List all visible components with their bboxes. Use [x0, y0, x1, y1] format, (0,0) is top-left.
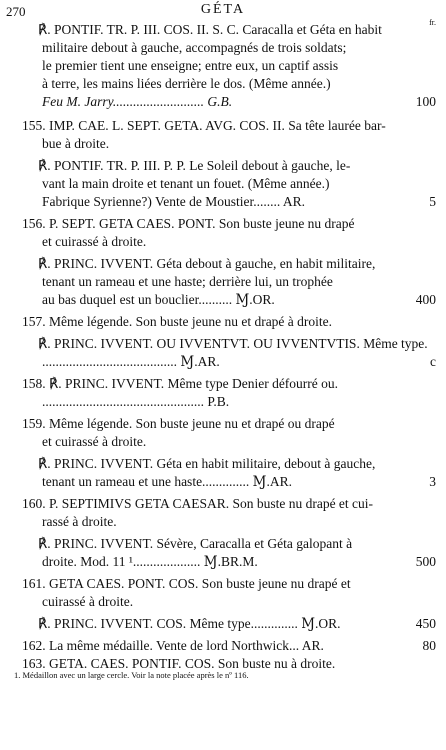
line-text: 160. P. SEPTIMIVS GETA CAESAR. Son buste nu drapé et cui-: [22, 496, 374, 511]
line-text: et cuirassé à droite.: [42, 434, 147, 449]
line-text: et cuirassé à droite.: [42, 234, 147, 249]
line-text: ℟. PRINC. IVVENT. OU IVVENTVT. OU IVVENTVTIS. Même type.: [38, 336, 428, 351]
line-text: 163. GETA. CAES. PONTIF. COS. Son buste nu à droite.: [22, 656, 336, 671]
currency-unit: fr.: [429, 18, 436, 27]
line-price: 3: [429, 474, 436, 489]
line-text: ℟. PRINC. IVVENT. Géta en habit militaire, debout à gauche,: [38, 456, 376, 471]
line-text: le premier tient une enseigne; entre eux, un captif assis: [42, 58, 339, 73]
line-text: Feu M. Jarry........................... G.B.: [42, 94, 233, 109]
running-title: GÉTA: [200, 2, 246, 17]
line-text: tenant un rameau et une haste.............. Ɱ.AR.: [42, 474, 293, 489]
line-text: 159. Même légende. Son buste jeune nu et drapé ou drapé: [22, 416, 335, 431]
line-text: à terre, les mains liées derrière le dos. (Même année.): [42, 76, 331, 91]
line-price: 400: [415, 292, 436, 307]
line-text: ℟. PRINC. IVVENT. COS. Même type.............. Ɱ.OR.: [38, 616, 341, 631]
line-text: cuirassé à droite.: [42, 594, 134, 609]
line-text: ℟. PONTIF. TR. P. III. P. P. Le Soleil debout à gauche, le-: [38, 158, 351, 173]
line-price: c: [430, 354, 436, 369]
line-text: rassé à droite.: [42, 514, 117, 529]
line-text: ℟. PRINC. IVVENT. Sévère, Caracalla et Géta galopant à: [38, 536, 353, 551]
line-text: ℟. PONTIF. TR. P. III. COS. II. S. C. Caracalla et Géta en habit: [38, 22, 382, 37]
line-text: vant la main droite et tenant un fouet. (Même année.): [42, 176, 330, 191]
page-number: 270: [6, 4, 26, 19]
line-text: 155. IMP. CAE. L. SEPT. GETA. AVG. COS. II. Sa tête laurée bar-: [22, 118, 386, 133]
line-text: tenant un rameau et une haste; derrière lui, un trophée: [42, 274, 333, 289]
line-text: ℟. PRINC. IVVENT. Géta debout à gauche, en habit militaire,: [38, 256, 376, 271]
line-price: 450: [415, 616, 436, 631]
line-price: 500: [415, 554, 436, 569]
line-text: Fabrique Syrienne?) Vente de Moustier........ AR.: [42, 194, 305, 209]
line-text: 157. Même légende. Son buste jeune nu et drapé à droite.: [22, 314, 333, 329]
line-text: droite. Mod. 11 ¹.................... Ɱ.BR.M.: [42, 554, 258, 569]
line-text: 162. La même médaille. Vente de lord Northwick... AR.: [22, 638, 324, 653]
line-text: ................................................ P.B.: [42, 394, 230, 409]
line-text: 156. P. SEPT. GETA CAES. PONT. Son buste jeune nu drapé: [22, 216, 355, 231]
line-price: 100: [415, 94, 436, 109]
line-text: ........................................ Ɱ.AR.: [42, 354, 220, 369]
footnote: 1. Médaillon avec un large cercle. Voir la note placée après le nº 116.: [14, 670, 249, 680]
line-text: 161. GETA CAES. PONT. COS. Son buste jeune nu drapé et: [22, 576, 351, 591]
line-text: militaire debout à gauche, accompagnés de trois soldats;: [42, 40, 347, 55]
line-text: bue à droite.: [42, 136, 110, 151]
line-price: 80: [422, 638, 436, 653]
line-text: au bas duquel est un bouclier.......... Ɱ.OR.: [42, 292, 275, 307]
line-price: 5: [429, 194, 436, 209]
line-text: 158. ℟. PRINC. IVVENT. Même type Denier défourré ou.: [22, 376, 339, 391]
